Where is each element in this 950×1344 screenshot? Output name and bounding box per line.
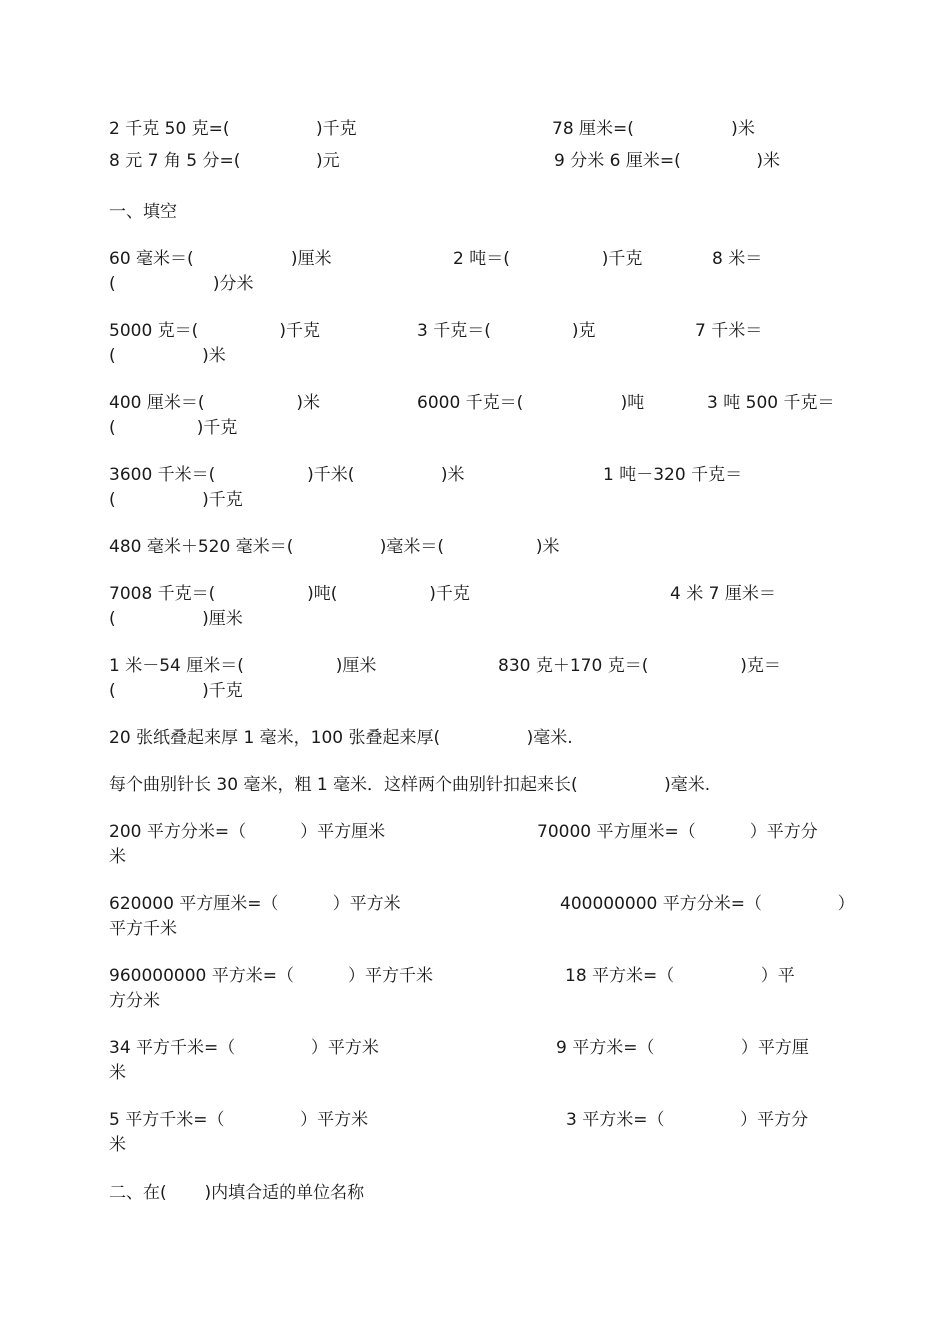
exercise-6-c: ( )厘米 bbox=[109, 609, 243, 629]
exercise-3-d: ( )千克 bbox=[109, 418, 238, 438]
exercise-5: 480 毫米＋520 毫米＝( )毫米＝( )米 bbox=[109, 537, 560, 557]
exercise-3-b: 6000 千克＝( )吨 bbox=[417, 393, 645, 413]
exercise-12-c: 方分米 bbox=[109, 991, 160, 1011]
exercise-10-b: 70000 平方厘米=（ ）平方分 bbox=[537, 822, 818, 842]
exercise-2-b: 3 千克＝( )克 bbox=[417, 321, 596, 341]
exercise-2-a: 5000 克＝( )千克 bbox=[109, 321, 320, 341]
exercise-4-c: ( )千克 bbox=[109, 490, 243, 510]
exercise-6-b: 4 米 7 厘米＝ bbox=[670, 584, 776, 604]
exercise-6-a: 7008 千克＝( )吨( )千克 bbox=[109, 584, 470, 604]
exercise-1-c: 8 米＝ bbox=[712, 249, 763, 269]
exercise-11-a: 620000 平方厘米=（ ）平方米 bbox=[109, 894, 401, 914]
exercise-13-c: 米 bbox=[109, 1063, 126, 1083]
exercise-12-b: 18 平方米=（ ）平 bbox=[565, 966, 795, 986]
exercise-1-b: 2 吨＝( )千克 bbox=[453, 249, 643, 269]
exercise-11-b: 400000000 平方分米=（ ） bbox=[560, 894, 855, 914]
exercise-r2-left: 8 元 7 角 5 分=( )元 bbox=[109, 151, 340, 171]
exercise-4-b: 1 吨－320 千克＝ bbox=[603, 465, 743, 485]
exercise-3-c: 3 吨 500 千克＝ bbox=[707, 393, 835, 413]
exercise-14-a: 5 平方千米=（ ）平方米 bbox=[109, 1110, 369, 1130]
exercise-r1-right: 78 厘米=( )米 bbox=[552, 119, 755, 139]
exercise-13-b: 9 平方米=（ ）平方厘 bbox=[556, 1038, 809, 1058]
exercise-8: 20 张纸叠起来厚 1 毫米，100 张叠起来厚( )毫米. bbox=[109, 728, 573, 748]
exercise-2-c: 7 千米＝ bbox=[695, 321, 763, 341]
exercise-4-a: 3600 千米＝( )千米( )米 bbox=[109, 465, 465, 485]
exercise-14-c: 米 bbox=[109, 1135, 126, 1155]
exercise-r1-left: 2 千克 50 克=( )千克 bbox=[109, 119, 357, 139]
exercise-1-a: 60 毫米＝( )厘米 bbox=[109, 249, 332, 269]
exercise-14-b: 3 平方米=（ ）平方分 bbox=[566, 1110, 809, 1130]
section-heading-fill-blanks: 一、填空 bbox=[109, 202, 177, 222]
exercise-2-d: ( )米 bbox=[109, 346, 226, 366]
exercise-12-a: 960000000 平方米=（ ）平方千米 bbox=[109, 966, 434, 986]
exercise-11-c: 平方千米 bbox=[109, 919, 177, 939]
exercise-7-b: 830 克＋170 克＝( )克＝ bbox=[498, 656, 781, 676]
exercise-r2-right: 9 分米 6 厘米=( )米 bbox=[554, 151, 781, 171]
exercise-3-a: 400 厘米＝( )米 bbox=[109, 393, 320, 413]
section-heading-units: 二、在( )内填合适的单位名称 bbox=[109, 1183, 365, 1203]
exercise-9: 每个曲别针长 30 毫米，粗 1 毫米．这样两个曲别针扣起来长( )毫米. bbox=[109, 775, 711, 795]
exercise-7-a: 1 米－54 厘米＝( )厘米 bbox=[109, 656, 377, 676]
exercise-13-a: 34 平方千米=（ ）平方米 bbox=[109, 1038, 379, 1058]
exercise-10-c: 米 bbox=[109, 847, 126, 867]
exercise-10-a: 200 平方分米=（ ）平方厘米 bbox=[109, 822, 386, 842]
exercise-1-d: ( )分米 bbox=[109, 274, 254, 294]
exercise-7-c: ( )千克 bbox=[109, 681, 243, 701]
